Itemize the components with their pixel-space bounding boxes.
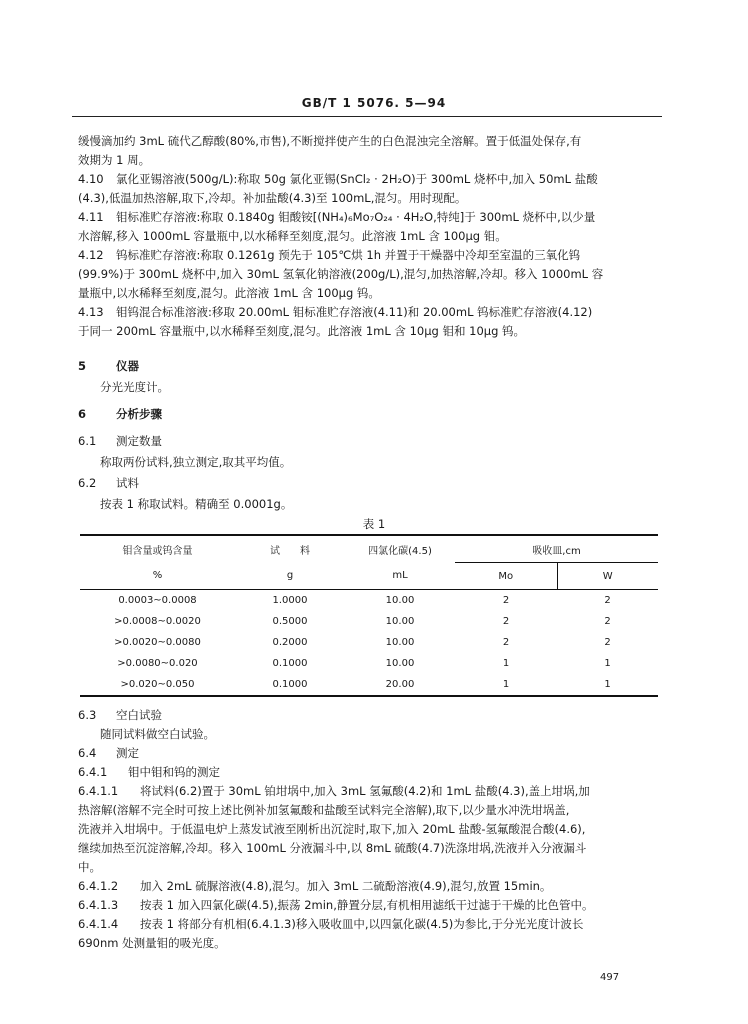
clause-6-3-text: 随同试料做空白试验。	[100, 727, 215, 741]
clause-number: 4.12	[78, 248, 104, 262]
section-6-heading: 6 分析步骤	[78, 407, 162, 421]
table-row: >0.0008~0.0020 0.5000 10.00 2 2	[114, 616, 611, 627]
section-5-heading: 5 仪器	[78, 359, 139, 373]
clause-6-1: 6.1 测定数量	[78, 434, 162, 448]
col-mass-head: 试 料	[235, 535, 345, 563]
col-w-head: W	[557, 563, 658, 590]
clause-4-11: 4.11 钼标准贮存溶液:称取 0.1840g 钼酸铵[(NH₄)₆Mo₇O₂₄ · 4H₂O,特纯]于 300mL 烧杯中,以少量	[78, 208, 660, 227]
clause-number: 4.11	[78, 210, 104, 224]
table-row: >0.0020~0.0080 0.2000 10.00 2 2	[114, 637, 611, 648]
clause-4-13: 4.13 钼钨混合标准溶液:移取 20.00mL 钼标准贮存溶液(4.11)和 20.00mL 钨标准贮存溶液(4.12)	[78, 303, 660, 322]
clause-6-3: 6.3 空白试验	[78, 708, 162, 722]
header-rule	[72, 116, 662, 117]
col-content-unit: %	[152, 570, 163, 582]
col-mass-unit: g	[286, 570, 294, 582]
standard-code-header: GB/T 1 5076. 5—94	[301, 96, 447, 110]
clause-6-4-1-3: 6.4.1.3 按表 1 加入四氯化碳(4.5),振荡 2min,静置分层,有机相用滤纸干过滤于干燥的比色管中。	[78, 898, 594, 912]
section-6-3-block	[78, 706, 660, 953]
clause-text-line: 继续加热至沉淀溶解,冷却。移入 100mL 分液漏斗中,以 8mL 硫酸(4.7)洗涤坩埚,洗液并入分液漏斗	[78, 841, 587, 855]
clause-6-4-1: 6.4.1 钼中钼和钨的测定	[78, 765, 220, 779]
clause-number: 4.13	[78, 305, 104, 319]
intro-line: 缓慢滴加约 3mL 硫代乙醇酸(80%,市售),不断搅拌使产生的白色混浊完全溶解。置于低温处保存,有	[78, 134, 582, 148]
table-header-row	[80, 563, 658, 590]
clause-text-line: 量瓶中,以水稀释至刻度,混匀。此溶液 1mL 含 100μg 钨。	[78, 286, 380, 300]
clause-text-line: 690nm 处测量钼的吸光度。	[78, 936, 226, 950]
page-number: 497	[600, 972, 620, 983]
col-absorb-head: 吸收皿,cm	[455, 535, 658, 563]
clause-text-line: 水溶解,移入 1000mL 容量瓶中,以水稀释至刻度,混匀。此溶液 1mL 含 100μg 钼。	[78, 229, 507, 243]
clause-6-4-1-4: 6.4.1.4 按表 1 将部分有机相(6.4.1.3)移入吸收皿中,以四氯化碳(4.5)为参比,于分光光度计波长	[78, 917, 584, 931]
section-5-6-block	[78, 356, 660, 515]
clause-text-line: 中。	[78, 860, 101, 874]
clause-6-4: 6.4 测定	[78, 746, 139, 760]
clause-text-line: (99.9%)于 300mL 烧杯中,加入 30mL 氢氧化钠溶液(200g/L),混匀,加热溶解,冷却。移入 1000mL 容	[78, 267, 604, 281]
clause-4-10: 4.10 氯化亚锡溶液(500g/L):称取 50g 氯化亚锡(SnCl₂ · 2H₂O)于 300mL 烧杯中,加入 50mL 盐酸	[78, 170, 660, 189]
clause-6-2: 6.2 试料	[78, 476, 139, 490]
table-row: >0.0080~0.020 0.1000 10.00 1 1	[117, 658, 611, 669]
col-mo-head: Mo	[498, 570, 514, 582]
clause-text-line: (4.3),低温加热溶解,取下,冷却。补加盐酸(4.3)至 100mL,混匀。用时现配。	[78, 191, 467, 205]
col-ccl4-unit: mL	[392, 570, 408, 582]
clause-number: 4.10	[78, 172, 104, 186]
table-row: 0.0003~0.0008 1.0000 10.00 2 2	[80, 590, 658, 612]
clause-6-4-1-2: 6.4.1.2 加入 2mL 硫脲溶液(4.8),混匀。加入 3mL 二硫酚溶液(4.9),混匀,放置 15min。	[78, 879, 552, 893]
clause-6-4-1-1: 6.4.1.1 将试料(6.2)置于 30mL 铂坩埚中,加入 3mL 氢氟酸(4.2)和 1mL 盐酸(4.3),盖上坩埚,加	[78, 784, 590, 798]
clause-text-line: 热溶解(溶解不完全时可按上述比例补加氢氟酸和盐酸至试料完全溶解),取下,以少量水冲洗坩埚盖,	[78, 803, 570, 817]
intro-line: 效期为 1 周。	[78, 153, 151, 167]
clause-6-1-text: 称取两份试料,独立测定,取其平均值。	[100, 455, 292, 469]
clause-4-12: 4.12 钨标准贮存溶液:称取 0.1261g 预先于 105℃烘 1h 并置于干燥器中冷却至室温的三氧化钨	[78, 246, 660, 265]
table-caption: 表 1	[362, 517, 386, 531]
col-ccl4-head: 四氯化碳(4.5)	[345, 535, 455, 563]
clause-text-line: 洗液并入坩埚中。于低温电炉上蒸发试液至刚析出沉淀时,取下,加入 20mL 盐酸-氢氟酸混合酸(4.6),	[78, 822, 586, 836]
table-row: >0.020~0.050 0.1000 20.00 1 1	[80, 674, 658, 696]
table-1	[80, 534, 658, 697]
clause-text-line: 于同一 200mL 容量瓶中,以水稀释至刻度,混匀。此溶液 1mL 含 10μg 钼和 10μg 钨。	[78, 324, 526, 338]
section-5-text: 分光光度计。	[100, 380, 169, 394]
clause-6-2-text: 按表 1 称取试料。精确至 0.0001g。	[100, 497, 293, 511]
table-header-row	[80, 535, 658, 563]
section-4-block	[78, 132, 660, 341]
col-content-head: 钼含量或钨含量	[80, 535, 235, 563]
